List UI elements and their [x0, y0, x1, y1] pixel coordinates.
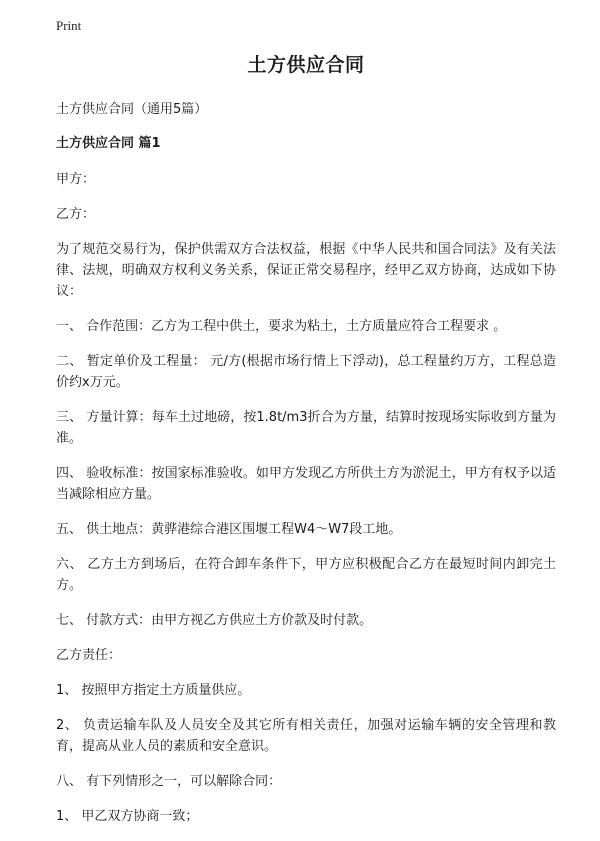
clause-scope: 一、 合作范围：乙方为工程中供土，要求为粘土，土方质量应符合工程要求 。 [56, 319, 507, 334]
party-a-line: 甲方： [56, 172, 96, 187]
clause-payment: 七、 付款方式：由甲方视乙方供应土方价款及时付款。 [56, 613, 373, 628]
clause-acceptance: 四、 验收标准：按国家标准验收。如甲方发现乙方所供土方为淤泥土，甲方有权予以适当减除相应方量。 [56, 466, 556, 502]
clause-volume: 三、 方量计算：每车土过地磅，按1.8t/m3折合为方量，结算时按现场实际收到方量为准。 [56, 410, 556, 446]
print-link[interactable]: Print [56, 18, 82, 33]
document-subtitle: 土方供应合同（通用5篇） [56, 102, 208, 117]
document-title: 土方供应合同 [247, 54, 365, 76]
duty-item-1: 1、 按照甲方指定土方质量供应。 [56, 683, 251, 698]
clause-location: 五、 供土地点：黄骅港综合港区围堰工程W4～W7段工地。 [56, 522, 402, 537]
party-b-duties-heading: 乙方责任： [56, 648, 122, 663]
preamble-paragraph: 为了规范交易行为，保护供需双方合法权益，根据《中华人民共和国合同法》及有关法律、法规，明确双方权利义务关系，保证正常交易程序，经甲乙双方协商，达成如下协议： [56, 242, 556, 299]
termination-item-1: 1、 甲乙双方协商一致； [56, 809, 199, 824]
duty-item-2: 2、 负责运输车队及人员安全及其它所有相关责任，加强对运输车辆的安全管理和教育，提高从业人员的素质和安全意识。 [56, 718, 556, 754]
document-body [56, 50, 556, 841]
section-title: 土方供应合同 篇1 [56, 136, 161, 151]
party-b-line: 乙方： [56, 207, 96, 222]
clause-unloading: 六、 乙方土方到场后，在符合卸车条件下，甲方应积极配合乙方在最短时间内卸完土方。 [56, 557, 556, 593]
clause-termination: 八、 有下列情形之一，可以解除合同： [56, 774, 282, 789]
clause-price: 二、 暂定单价及工程量： 元/方(根据市场行情上下浮动)，总工程量约万方，工程总造价约x万元。 [56, 354, 556, 390]
